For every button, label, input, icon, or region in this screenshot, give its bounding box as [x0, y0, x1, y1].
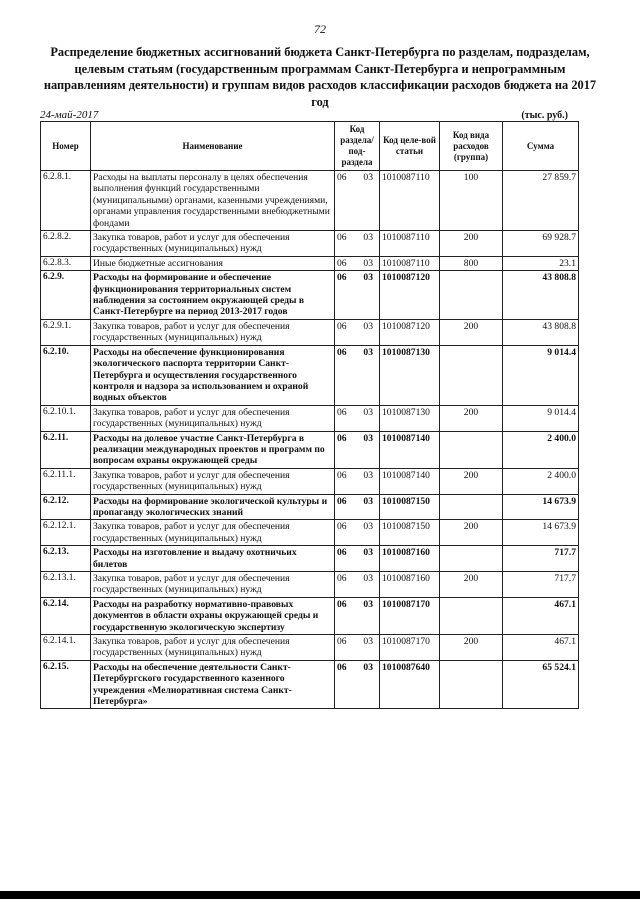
- table-row: [41, 520, 579, 546]
- section-code: 06: [337, 432, 347, 444]
- row-section-cell: [335, 231, 380, 257]
- row-section-cell: [335, 319, 380, 345]
- row-name-cell: Закупка товаров, работ и услуг для обеспечения государственных (муниципальных) нужд: [91, 231, 335, 257]
- row-article-cell: 1010087170: [380, 635, 440, 661]
- row-group-cell: 200: [440, 405, 503, 431]
- row-article-cell: 1010087120: [380, 271, 440, 320]
- row-section-cell: [335, 256, 380, 270]
- table-row: [41, 660, 579, 709]
- table-row: [41, 597, 579, 634]
- row-section-cell: [335, 660, 380, 709]
- row-article-cell: 1010087150: [380, 494, 440, 520]
- subsection-code: 03: [363, 636, 373, 648]
- row-section-cell: [335, 345, 380, 405]
- row-number-cell: 6.2.8.2.: [41, 231, 91, 257]
- row-group-cell: 200: [440, 520, 503, 546]
- row-sum-cell: 717.7: [503, 572, 579, 598]
- row-sum-cell: 467.1: [503, 635, 579, 661]
- section-code: 06: [337, 346, 347, 358]
- row-name-cell: Закупка товаров, работ и услуг для обеспечения государственных (муниципальных) нужд: [91, 405, 335, 431]
- row-section-cell: [335, 431, 380, 468]
- subsection-code: 03: [363, 432, 373, 444]
- row-sum-cell: 14 673.9: [503, 494, 579, 520]
- section-code: 06: [337, 521, 347, 533]
- subsection-code: 03: [363, 346, 373, 358]
- table-row: [41, 256, 579, 270]
- row-article-cell: 1010087110: [380, 256, 440, 270]
- row-name-cell: Расходы на обеспечение деятельности Санкт-Петербургского государственного казенного учреждения «Мелиоративная система Санкт-Петербурга»: [91, 660, 335, 709]
- row-number-cell: 6.2.10.: [41, 345, 91, 405]
- subsection-code: 03: [363, 320, 373, 332]
- row-sum-cell: 2 400.0: [503, 431, 579, 468]
- row-article-cell: 1010087120: [380, 319, 440, 345]
- row-number-cell: 6.2.14.: [41, 597, 91, 634]
- row-section-cell: [335, 405, 380, 431]
- row-article-cell: 1010087160: [380, 546, 440, 572]
- table-row: [41, 345, 579, 405]
- table-body: [41, 171, 579, 709]
- row-article-cell: 1010087110: [380, 171, 440, 231]
- row-sum-cell: 27 859.7: [503, 171, 579, 231]
- row-number-cell: 6.2.15.: [41, 660, 91, 709]
- section-code: 06: [337, 172, 347, 183]
- row-group-cell: 200: [440, 319, 503, 345]
- row-article-cell: 1010087130: [380, 405, 440, 431]
- row-name-cell: Расходы на разработку нормативно-правовых документов в области охраны окружающей среды и государственную экологическую экспертизу: [91, 597, 335, 634]
- row-number-cell: 6.2.10.1.: [41, 405, 91, 431]
- row-name-cell: Расходы на формирование экологической культуры и пропаганду экологических знаний: [91, 494, 335, 520]
- row-article-cell: 1010087160: [380, 572, 440, 598]
- row-section-cell: [335, 271, 380, 320]
- table-row: [41, 319, 579, 345]
- row-number-cell: 6.2.8.3.: [41, 256, 91, 270]
- row-sum-cell: 65 524.1: [503, 660, 579, 709]
- subsection-code: 03: [363, 172, 373, 183]
- row-article-cell: 1010087150: [380, 520, 440, 546]
- row-article-cell: 1010087110: [380, 231, 440, 257]
- section-code: 06: [337, 598, 347, 610]
- section-code: 06: [337, 495, 347, 507]
- row-number-cell: 6.2.9.: [41, 271, 91, 320]
- header-article-code: Код целе-вой статьи: [380, 122, 440, 171]
- row-group-cell: [440, 345, 503, 405]
- subsection-code: 03: [363, 257, 373, 269]
- row-section-cell: [335, 468, 380, 494]
- section-code: 06: [337, 469, 347, 481]
- row-section-cell: [335, 597, 380, 634]
- table-row: [41, 572, 579, 598]
- row-article-cell: 1010087640: [380, 660, 440, 709]
- row-number-cell: 6.2.13.1.: [41, 572, 91, 598]
- section-code: 06: [337, 636, 347, 648]
- subsection-code: 03: [363, 598, 373, 610]
- row-sum-cell: 69 928.7: [503, 231, 579, 257]
- row-number-cell: 6.2.12.1.: [41, 520, 91, 546]
- row-name-cell: Иные бюджетные ассигнования: [91, 256, 335, 270]
- row-section-cell: [335, 635, 380, 661]
- table-row: [41, 635, 579, 661]
- table-row: [41, 431, 579, 468]
- row-group-cell: 200: [440, 231, 503, 257]
- section-code: 06: [337, 547, 347, 559]
- header-section-code: Код раздела/ под-раздела: [335, 122, 380, 171]
- row-name-cell: Закупка товаров, работ и услуг для обеспечения государственных (муниципальных) нужд: [91, 635, 335, 661]
- row-name-cell: Расходы на формирование и обеспечение функционирования территориальных систем наблюдения за состоянием окружающей среды в Санкт-Петербурге на период 2013-2017 годов: [91, 271, 335, 320]
- budget-table: [40, 121, 579, 709]
- subsection-code: 03: [363, 495, 373, 507]
- row-group-cell: 200: [440, 635, 503, 661]
- subsection-code: 03: [363, 232, 373, 244]
- row-group-cell: 100: [440, 171, 503, 231]
- row-sum-cell: 2 400.0: [503, 468, 579, 494]
- row-group-cell: [440, 597, 503, 634]
- row-article-cell: 1010087130: [380, 345, 440, 405]
- row-group-cell: 200: [440, 572, 503, 598]
- row-name-cell: Расходы на выплаты персоналу в целях обеспечения выполнения функций государственными (муниципальными) органами, казенными учреждениями, органами управления государственными внебюджетными фондами: [91, 171, 335, 231]
- section-code: 06: [337, 257, 347, 269]
- table-header-row: [41, 122, 579, 171]
- table-row: [41, 171, 579, 231]
- row-group-cell: 200: [440, 468, 503, 494]
- row-group-cell: [440, 546, 503, 572]
- row-number-cell: 6.2.12.: [41, 494, 91, 520]
- row-group-cell: [440, 494, 503, 520]
- row-article-cell: 1010087170: [380, 597, 440, 634]
- row-name-cell: Расходы на обеспечение функционирования экологического паспорта территории Санкт-Петербурга и осуществления государственного контроля и надзора за использованием и охраной водных объектов: [91, 345, 335, 405]
- row-group-cell: 800: [440, 256, 503, 270]
- table-row: [41, 468, 579, 494]
- row-name-cell: Расходы на изготовление и выдачу охотничьих билетов: [91, 546, 335, 572]
- row-sum-cell: 43 808.8: [503, 319, 579, 345]
- row-number-cell: 6.2.11.: [41, 431, 91, 468]
- row-name-cell: Закупка товаров, работ и услуг для обеспечения государственных (муниципальных) нужд: [91, 319, 335, 345]
- header-name: Наименование: [91, 122, 335, 171]
- row-sum-cell: 14 673.9: [503, 520, 579, 546]
- table-row: [41, 405, 579, 431]
- row-group-cell: [440, 431, 503, 468]
- section-code: 06: [337, 661, 347, 673]
- section-code: 06: [337, 406, 347, 418]
- table-row: [41, 231, 579, 257]
- units-label: (тыс. руб.): [521, 110, 568, 121]
- row-name-cell: Расходы на долевое участие Санкт-Петербурга в реализации международных проектов и программ по вопросам охраны окружающей среды: [91, 431, 335, 468]
- row-number-cell: 6.2.8.1.: [41, 171, 91, 231]
- row-article-cell: 1010087140: [380, 468, 440, 494]
- section-code: 06: [337, 232, 347, 244]
- page-number: 72: [314, 22, 326, 36]
- subsection-code: 03: [363, 661, 373, 673]
- subsection-code: 03: [363, 573, 373, 584]
- row-sum-cell: 9 014.4: [503, 405, 579, 431]
- row-section-cell: [335, 546, 380, 572]
- row-group-cell: [440, 271, 503, 320]
- row-sum-cell: 9 014.4: [503, 345, 579, 405]
- row-sum-cell: 23.1: [503, 256, 579, 270]
- row-name-cell: Закупка товаров, работ и услуг для обеспечения государственных (муниципальных) нужд: [91, 572, 335, 598]
- row-sum-cell: 43 808.8: [503, 271, 579, 320]
- document-title: Распределение бюджетных ассигнований бюджета Санкт-Петербурга по разделам, подразделам, целевым статьям (государственным программам Санкт-Петербурга и непрограммным направлениям деятельности) и группам видов расходов классификации расходов бюджета на 2017 год: [43, 45, 597, 109]
- row-number-cell: 6.2.13.: [41, 546, 91, 572]
- row-name-cell: Закупка товаров, работ и услуг для обеспечения государственных (муниципальных) нужд: [91, 468, 335, 494]
- row-section-cell: [335, 171, 380, 231]
- subsection-code: 03: [363, 521, 373, 533]
- document-date: 24-май-2017: [40, 109, 99, 121]
- row-sum-cell: 717.7: [503, 546, 579, 572]
- subsection-code: 03: [363, 272, 373, 284]
- row-sum-cell: 467.1: [503, 597, 579, 634]
- table-row: [41, 271, 579, 320]
- row-group-cell: [440, 660, 503, 709]
- row-name-cell: Закупка товаров, работ и услуг для обеспечения государственных (муниципальных) нужд: [91, 520, 335, 546]
- row-number-cell: 6.2.14.1.: [41, 635, 91, 661]
- row-section-cell: [335, 520, 380, 546]
- section-code: 06: [337, 320, 347, 332]
- row-article-cell: 1010087140: [380, 431, 440, 468]
- row-section-cell: [335, 572, 380, 598]
- subsection-code: 03: [363, 469, 373, 481]
- section-code: 06: [337, 573, 347, 584]
- page-bottom-border: [0, 891, 640, 899]
- subsection-code: 03: [363, 547, 373, 559]
- header-number: Номер: [41, 122, 91, 171]
- row-section-cell: [335, 494, 380, 520]
- section-code: 06: [337, 272, 347, 284]
- header-expense-group: Код вида расходов (группа): [440, 122, 503, 171]
- row-number-cell: 6.2.9.1.: [41, 319, 91, 345]
- table-row: [41, 546, 579, 572]
- header-sum: Сумма: [503, 122, 579, 171]
- table-row: [41, 494, 579, 520]
- row-number-cell: 6.2.11.1.: [41, 468, 91, 494]
- subsection-code: 03: [363, 406, 373, 418]
